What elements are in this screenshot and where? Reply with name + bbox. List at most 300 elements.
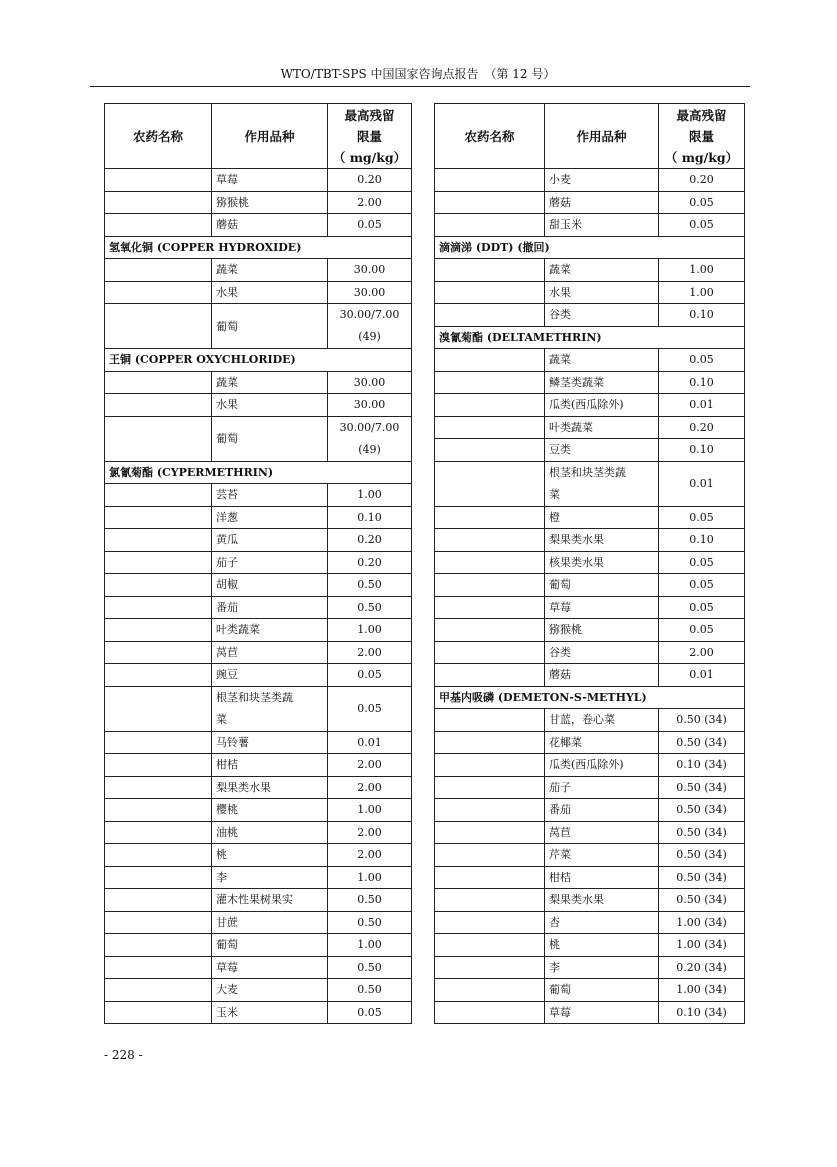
- table-row: [105, 551, 412, 574]
- mrl-value: 0.50 (34): [659, 866, 745, 889]
- pesticide-cell-empty: [435, 979, 545, 1002]
- crop-name: 桃: [212, 844, 328, 867]
- crop-name: 草莓: [545, 596, 659, 619]
- table-row: [435, 776, 745, 799]
- mrl-value: 30.00: [328, 259, 412, 282]
- crop-name: 番茄: [212, 596, 328, 619]
- table-row: [435, 304, 745, 327]
- col-crop-header: 作用品种: [545, 104, 659, 169]
- mrl-value: 0.50 (34): [659, 776, 745, 799]
- mrl-value: 1.00 (34): [659, 934, 745, 957]
- pesticide-cell-empty: [105, 484, 212, 507]
- pesticide-cell-empty: [105, 506, 212, 529]
- table-row: [105, 664, 412, 687]
- pesticide-cell-empty: [105, 1001, 212, 1024]
- pesticide-cell-empty: [435, 844, 545, 867]
- table-row: [105, 799, 412, 822]
- crop-name: 杏: [545, 911, 659, 934]
- pesticide-cell-empty: [435, 866, 545, 889]
- mrl-value: 0.10: [659, 304, 745, 327]
- crop-name: 芹菜: [545, 844, 659, 867]
- mrl-value: 30.00/7.00: [339, 420, 400, 434]
- crop-name: 灌木性果树果实: [212, 889, 328, 912]
- mrl-value: 0.10: [328, 506, 412, 529]
- mrl-value: 0.10: [659, 529, 745, 552]
- pesticide-cell-empty: [105, 934, 212, 957]
- mrl-value: 0.01: [659, 461, 745, 506]
- mrl-value: 2.00: [659, 641, 745, 664]
- table-row: [435, 506, 745, 529]
- pesticide-cell-empty: [105, 664, 212, 687]
- table-row: [105, 754, 412, 777]
- mrl-value: 0.01: [659, 664, 745, 687]
- table-row: [435, 889, 745, 912]
- mrl-value: 0.50: [328, 911, 412, 934]
- pesticide-cell-empty: [105, 821, 212, 844]
- table-row: [105, 484, 412, 507]
- col-crop-header: 作用品种: [212, 104, 328, 169]
- mrl-note: (49): [358, 330, 381, 343]
- crop-name: 蔬菜: [212, 371, 328, 394]
- crop-name-line2: 菜: [549, 487, 560, 501]
- crop-name: 叶类蔬菜: [212, 619, 328, 642]
- mrl-value: 0.20 (34): [659, 956, 745, 979]
- table-row: [105, 889, 412, 912]
- pesticide-cell-empty: [435, 506, 545, 529]
- mrl-value: 1.00: [328, 799, 412, 822]
- table-row: [435, 529, 745, 552]
- crop-name: 蔬菜: [545, 349, 659, 372]
- crop-name: 水果: [212, 281, 328, 304]
- col-pesticide-header: 农药名称: [105, 104, 212, 169]
- crop-name: 茄子: [212, 551, 328, 574]
- table-row: [105, 416, 412, 461]
- table-row: [105, 686, 412, 731]
- crop-name: 草莓: [212, 956, 328, 979]
- pesticide-cell-empty: [435, 169, 545, 192]
- table-row: [105, 619, 412, 642]
- mrl-value: 0.20: [659, 169, 745, 192]
- table-row: [435, 866, 745, 889]
- mrl-value: 2.00: [328, 641, 412, 664]
- crop-name: 柑桔: [212, 754, 328, 777]
- crop-name: 蘑菇: [545, 191, 659, 214]
- mrl-value: 30.00/7.00: [339, 308, 400, 321]
- pesticide-cell-empty: [435, 641, 545, 664]
- pesticide-cell-empty: [435, 259, 545, 282]
- pesticide-cell-empty: [105, 956, 212, 979]
- crop-name: 水果: [212, 394, 328, 417]
- table-row: [105, 956, 412, 979]
- mrl-value: 0.05: [659, 619, 745, 642]
- mrl-value: 2.00: [328, 844, 412, 867]
- mrl-value: 0.50 (34): [659, 799, 745, 822]
- table-row: [105, 506, 412, 529]
- mrl-cell: [328, 416, 412, 461]
- pesticide-cell-empty: [435, 911, 545, 934]
- table-row: [105, 529, 412, 552]
- right-table-body: [435, 169, 745, 1024]
- pesticide-cell-empty: [435, 596, 545, 619]
- pesticide-cell-empty: [105, 799, 212, 822]
- mrl-value: 0.10 (34): [659, 1001, 745, 1024]
- page-number: - 228 -: [104, 1048, 143, 1062]
- pesticide-cell-empty: [105, 416, 212, 461]
- mrl-value: 0.05: [659, 506, 745, 529]
- crop-name: 猕猴桃: [545, 619, 659, 642]
- table-row: [435, 259, 745, 282]
- crop-name: 鳞茎类蔬菜: [545, 371, 659, 394]
- pesticide-cell-empty: [435, 619, 545, 642]
- pesticide-cell-empty: [105, 371, 212, 394]
- table-row: [105, 596, 412, 619]
- pesticide-cell-empty: [435, 1001, 545, 1024]
- pesticide-cell-empty: [435, 889, 545, 912]
- mrl-value: 0.20: [328, 551, 412, 574]
- mrl-header-unit: （ mg/kg）: [664, 149, 739, 165]
- crop-name-line2: 菜: [216, 712, 227, 726]
- crop-name: 核果类水果: [545, 551, 659, 574]
- table-row: [105, 731, 412, 754]
- crop-name: 李: [545, 956, 659, 979]
- crop-name: 葡萄: [212, 934, 328, 957]
- crop-name: 桃: [545, 934, 659, 957]
- crop-name-line1: 根茎和块茎类蔬: [549, 465, 626, 479]
- pesticide-cell-empty: [105, 529, 212, 552]
- mrl-value: 0.10 (34): [659, 754, 745, 777]
- crop-name: 葡萄: [545, 574, 659, 597]
- mrl-value: 0.10: [659, 439, 745, 462]
- mrl-value: 0.50 (34): [659, 731, 745, 754]
- mrl-value: 0.50: [328, 596, 412, 619]
- mrl-value: 0.20: [659, 416, 745, 439]
- crop-name: 番茄: [545, 799, 659, 822]
- mrl-value: 0.50 (34): [659, 889, 745, 912]
- mrl-value: 0.05: [659, 191, 745, 214]
- pesticide-cell-empty: [105, 551, 212, 574]
- crop-cell: [212, 686, 328, 731]
- mrl-header-unit: （ mg/kg）: [332, 149, 407, 165]
- crop-name: 瓜类(西瓜除外): [545, 394, 659, 417]
- crop-name: 草莓: [212, 169, 328, 192]
- table-row: [435, 619, 745, 642]
- mrl-header-label: 最高残留限量: [676, 107, 727, 144]
- table-row: [105, 574, 412, 597]
- mrl-value: 0.50: [328, 889, 412, 912]
- table-row: [435, 641, 745, 664]
- pesticide-cell-empty: [435, 731, 545, 754]
- table-row: [105, 191, 412, 214]
- mrl-value: 1.00: [328, 619, 412, 642]
- crop-name: 马铃薯: [212, 731, 328, 754]
- table-row: [105, 394, 412, 417]
- table-row: [435, 799, 745, 822]
- mrl-value: 0.01: [659, 394, 745, 417]
- table-row: [105, 821, 412, 844]
- table-row: [435, 934, 745, 957]
- crop-name: 草莓: [545, 1001, 659, 1024]
- crop-name: 蔬菜: [545, 259, 659, 282]
- pesticide-cell-empty: [105, 686, 212, 731]
- crop-name: 樱桃: [212, 799, 328, 822]
- table-row: [435, 664, 745, 687]
- mrl-value: 1.00: [328, 866, 412, 889]
- table-row: [105, 259, 412, 282]
- pesticide-cell-empty: [105, 641, 212, 664]
- mrl-value: 0.05: [328, 214, 412, 237]
- crop-name: 谷类: [545, 304, 659, 327]
- table-row: [105, 1001, 412, 1024]
- pesticide-cell-empty: [435, 371, 545, 394]
- pesticide-cell-empty: [435, 214, 545, 237]
- table-row: [435, 416, 745, 439]
- crop-name: 胡椒: [212, 574, 328, 597]
- crop-name: 水果: [545, 281, 659, 304]
- pesticide-cell-empty: [105, 889, 212, 912]
- mrl-value: 0.50 (34): [659, 844, 745, 867]
- pesticide-cell-empty: [435, 349, 545, 372]
- pesticide-name: 溴氰菊酯 (DELTAMETHRIN): [435, 326, 745, 349]
- crop-name: 豌豆: [212, 664, 328, 687]
- pesticide-name: 甲基内吸磷 (DEMETON-S-METHYL): [435, 686, 745, 709]
- mrl-value: 0.05: [659, 349, 745, 372]
- mrl-value: 0.05: [328, 686, 412, 731]
- table-row: [105, 214, 412, 237]
- pesticide-cell-empty: [105, 574, 212, 597]
- table-row: [435, 349, 745, 372]
- crop-name: 瓜类(西瓜除外): [545, 754, 659, 777]
- pesticide-cell-empty: [105, 866, 212, 889]
- crop-name: 梨果类水果: [212, 776, 328, 799]
- mrl-value: 0.01: [328, 731, 412, 754]
- pesticide-cell-empty: [435, 281, 545, 304]
- crop-name: 芸苔: [212, 484, 328, 507]
- mrl-value: 30.00: [328, 281, 412, 304]
- mrl-value: 2.00: [328, 191, 412, 214]
- table-row: [435, 439, 745, 462]
- mrl-value: 0.05: [328, 664, 412, 687]
- pesticide-cell-empty: [105, 619, 212, 642]
- col-mrl-header: [328, 104, 412, 169]
- pesticide-name: 滴滴涕 (DDT) (撤回): [435, 236, 745, 259]
- pesticide-cell-empty: [105, 731, 212, 754]
- crop-name: 甘蔗: [212, 911, 328, 934]
- mrl-value: 0.05: [659, 214, 745, 237]
- table-row: [105, 844, 412, 867]
- pesticide-section-row: [105, 461, 412, 484]
- pesticide-cell-empty: [105, 281, 212, 304]
- table-row: [105, 911, 412, 934]
- table-row: [435, 979, 745, 1002]
- mrl-value: 1.00: [659, 281, 745, 304]
- crop-name: 猕猴桃: [212, 191, 328, 214]
- crop-name: 甜玉米: [545, 214, 659, 237]
- pesticide-cell-empty: [435, 529, 545, 552]
- mrl-value: 2.00: [328, 754, 412, 777]
- mrl-header-label: 最高残留限量: [344, 107, 395, 144]
- mrl-value: 0.50: [328, 574, 412, 597]
- table-row: [105, 866, 412, 889]
- table-row: [105, 304, 412, 349]
- crop-name: 莴苣: [545, 821, 659, 844]
- page-header: WTO/TBT-SPS 中国国家咨询点报告 （第 12 号）: [280, 67, 556, 81]
- table-row: [435, 461, 745, 506]
- table-row: [435, 754, 745, 777]
- crop-name: 花椰菜: [545, 731, 659, 754]
- mrl-value: 0.50: [328, 956, 412, 979]
- pesticide-cell-empty: [435, 821, 545, 844]
- mrl-value: 1.00 (34): [659, 911, 745, 934]
- crop-name: 甘蓝，卷心菜: [545, 709, 659, 732]
- crop-name: 玉米: [212, 1001, 328, 1024]
- pesticide-section-row: [435, 686, 745, 709]
- mrl-value: 0.50 (34): [659, 821, 745, 844]
- pesticide-section-row: [435, 326, 745, 349]
- pesticide-cell-empty: [435, 191, 545, 214]
- col-pesticide-header: 农药名称: [435, 104, 545, 169]
- pesticide-cell-empty: [435, 709, 545, 732]
- pesticide-cell-empty: [105, 596, 212, 619]
- table-row: [105, 281, 412, 304]
- crop-name: 李: [212, 866, 328, 889]
- crop-name: 蘑菇: [212, 214, 328, 237]
- pesticide-section-row: [435, 236, 745, 259]
- pesticide-cell-empty: [105, 979, 212, 1002]
- table-row: [435, 371, 745, 394]
- mrl-value: 0.05: [659, 574, 745, 597]
- pesticide-cell-empty: [105, 911, 212, 934]
- mrl-value: 30.00: [328, 371, 412, 394]
- table-row: [435, 214, 745, 237]
- table-row: [105, 934, 412, 957]
- mrl-value: 0.05: [659, 551, 745, 574]
- pesticide-cell-empty: [435, 394, 545, 417]
- mrl-value: 0.10: [659, 371, 745, 394]
- crop-name: 梨果类水果: [545, 529, 659, 552]
- crop-name: 茄子: [545, 776, 659, 799]
- table-row: [435, 191, 745, 214]
- pesticide-name: 王铜 (COPPER OXYCHLORIDE): [105, 349, 412, 372]
- pesticide-cell-empty: [105, 776, 212, 799]
- pesticide-cell-empty: [435, 664, 545, 687]
- crop-name: 大麦: [212, 979, 328, 1002]
- table-row: [105, 776, 412, 799]
- mrl-value: 0.05: [659, 596, 745, 619]
- crop-name: 豆类: [545, 439, 659, 462]
- mrl-value: 1.00: [659, 259, 745, 282]
- table-row: [435, 821, 745, 844]
- crop-name: 小麦: [545, 169, 659, 192]
- pesticide-cell-empty: [105, 754, 212, 777]
- pesticide-cell-empty: [435, 799, 545, 822]
- table-row: [435, 911, 745, 934]
- mrl-value: 2.00: [328, 776, 412, 799]
- header-rule: [90, 86, 750, 87]
- table-row: [435, 574, 745, 597]
- pesticide-cell-empty: [105, 259, 212, 282]
- table-row: [435, 956, 745, 979]
- pesticide-cell-empty: [105, 394, 212, 417]
- table-row: [435, 731, 745, 754]
- pesticide-cell-empty: [105, 844, 212, 867]
- table-row: [435, 1001, 745, 1024]
- pesticide-cell-empty: [105, 191, 212, 214]
- pesticide-cell-empty: [105, 169, 212, 192]
- mrl-value: 0.20: [328, 529, 412, 552]
- table-header-row: [435, 104, 745, 169]
- left-table-body: [105, 169, 412, 1024]
- table-row: [105, 979, 412, 1002]
- mrl-value: 0.05: [328, 1001, 412, 1024]
- crop-name: 蘑菇: [545, 664, 659, 687]
- crop-name: 葡萄: [212, 304, 328, 349]
- table-row: [105, 641, 412, 664]
- crop-name: 蔬菜: [212, 259, 328, 282]
- crop-name: 油桃: [212, 821, 328, 844]
- mrl-cell: [328, 304, 412, 349]
- table-row: [435, 709, 745, 732]
- residue-table-left: [104, 103, 412, 1024]
- pesticide-cell-empty: [435, 416, 545, 439]
- pesticide-name: 氢氧化铜 (COPPER HYDROXIDE): [105, 236, 412, 259]
- pesticide-name: 氯氰菊酯 (CYPERMETHRIN): [105, 461, 412, 484]
- table-row: [435, 394, 745, 417]
- table-row: [435, 281, 745, 304]
- table-row: [435, 596, 745, 619]
- pesticide-cell-empty: [105, 214, 212, 237]
- pesticide-cell-empty: [435, 934, 545, 957]
- crop-name: 黄瓜: [212, 529, 328, 552]
- table-row: [435, 169, 745, 192]
- mrl-value: 1.00 (34): [659, 979, 745, 1002]
- table-row: [105, 371, 412, 394]
- crop-cell: [545, 461, 659, 506]
- pesticide-cell-empty: [435, 551, 545, 574]
- pesticide-cell-empty: [435, 574, 545, 597]
- crop-name: 洋葱: [212, 506, 328, 529]
- pesticide-cell-empty: [435, 776, 545, 799]
- pesticide-cell-empty: [435, 461, 545, 506]
- crop-name: 莴苣: [212, 641, 328, 664]
- crop-name: 梨果类水果: [545, 889, 659, 912]
- mrl-value: 1.00: [328, 934, 412, 957]
- pesticide-cell-empty: [105, 304, 212, 349]
- crop-name: 谷类: [545, 641, 659, 664]
- mrl-value: 0.50: [328, 979, 412, 1002]
- table-row: [435, 844, 745, 867]
- table-row: [105, 169, 412, 192]
- crop-name: 葡萄: [545, 979, 659, 1002]
- mrl-value: 0.20: [328, 169, 412, 192]
- pesticide-cell-empty: [435, 439, 545, 462]
- pesticide-cell-empty: [435, 754, 545, 777]
- pesticide-section-row: [105, 349, 412, 372]
- mrl-note: (49): [358, 442, 381, 456]
- residue-table-right: [434, 103, 745, 1024]
- mrl-value: 2.00: [328, 821, 412, 844]
- pesticide-cell-empty: [435, 956, 545, 979]
- crop-name: 柑桔: [545, 866, 659, 889]
- pesticide-cell-empty: [435, 304, 545, 327]
- crop-name: 葡萄: [212, 416, 328, 461]
- col-mrl-header: [659, 104, 745, 169]
- table-row: [435, 551, 745, 574]
- mrl-value: 0.50 (34): [659, 709, 745, 732]
- crop-name: 叶类蔬菜: [545, 416, 659, 439]
- mrl-value: 30.00: [328, 394, 412, 417]
- crop-name: 橙: [545, 506, 659, 529]
- table-header-row: [105, 104, 412, 169]
